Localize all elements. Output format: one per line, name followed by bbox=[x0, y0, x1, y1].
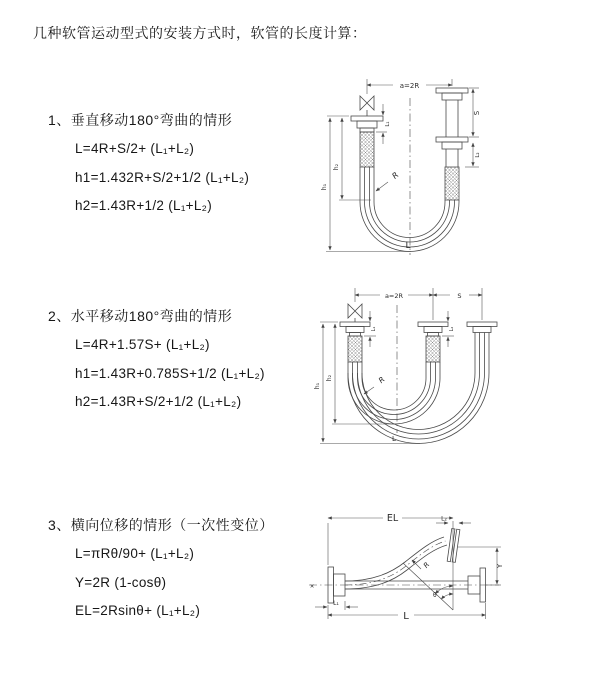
dim-label-a2r: a=2R bbox=[384, 292, 404, 300]
dim-label-r: R bbox=[390, 170, 401, 181]
formula-h1: h1=1.432R+S/2+1/2 (L₁+L₂) bbox=[75, 169, 250, 185]
braided-hose-section bbox=[445, 167, 459, 200]
section-3 bbox=[48, 515, 274, 632]
dimension-lines bbox=[315, 515, 501, 619]
dim-label-l1: L₁ bbox=[371, 326, 377, 332]
formula-l: L=4R+S/2+ (L₁+L₂) bbox=[75, 141, 195, 156]
formula-l: L=πRθ/90+ (L₁+L₂) bbox=[75, 546, 195, 561]
diagram-vertical-180-bend bbox=[313, 72, 528, 257]
valve-icon bbox=[348, 304, 362, 318]
section-1-heading: 1、垂直移动180°弯曲的情形 bbox=[48, 112, 233, 128]
page-title: 几种软管运动型式的安装方式时，软管的长度计算： bbox=[33, 25, 367, 41]
dimension-lines bbox=[326, 79, 479, 252]
braided-hose-section bbox=[360, 132, 374, 167]
dim-label-l: L bbox=[392, 435, 396, 443]
dim-label-h2: h₂ bbox=[326, 374, 333, 382]
dim-label-theta: θ bbox=[433, 592, 437, 599]
hose-u-bend-drawing bbox=[351, 88, 468, 255]
dim-label-h1: h₁ bbox=[321, 183, 328, 191]
dim-label-el: EL bbox=[386, 513, 399, 524]
dim-label-s: S bbox=[473, 110, 481, 116]
datum-mark: ✕ bbox=[309, 584, 315, 590]
dim-label-l: L bbox=[405, 241, 411, 251]
formula-l: L=4R+1.57S+ (L₁+L₂) bbox=[75, 337, 210, 352]
dim-label-y: Y bbox=[496, 563, 504, 569]
dim-label-s: S bbox=[457, 292, 462, 300]
diagram-horizontal-180-bend bbox=[310, 283, 530, 460]
formula-h2: h2=1.43R+1/2 (L₁+L₂) bbox=[75, 198, 213, 213]
dim-label-r: R bbox=[422, 560, 432, 570]
dim-label-l: L bbox=[403, 611, 409, 622]
dim-label-l2: L₂ bbox=[449, 326, 455, 332]
valve-icon bbox=[360, 96, 374, 110]
dim-label-a2r: a=2R bbox=[399, 82, 420, 90]
section-3-heading: 3、横向位移的情形（一次性变位） bbox=[48, 517, 274, 533]
dim-label-l1: L₁ bbox=[385, 121, 391, 127]
dim-label-l2: L₂ bbox=[441, 515, 447, 523]
formula-h2: h2=1.43R+S/2+1/2 (L₁+L₂) bbox=[75, 394, 242, 409]
hose-s-curve-drawing bbox=[309, 529, 499, 610]
dim-label-h2: h₂ bbox=[333, 163, 340, 171]
formula-el: EL=2Rsinθ+ (L₁+L₂) bbox=[75, 603, 201, 618]
section-2 bbox=[48, 306, 265, 423]
dim-label-r: R bbox=[376, 374, 387, 386]
formula-h1: h1=1.43R+0.785S+1/2 (L₁+L₂) bbox=[75, 365, 265, 381]
diagram-lateral-displacement bbox=[303, 503, 598, 638]
hose-u-bend-drawing bbox=[340, 304, 497, 443]
dim-label-l1: L₁ bbox=[333, 600, 339, 607]
section-1 bbox=[48, 110, 249, 227]
section-2-heading: 2、水平移动180°弯曲的情形 bbox=[48, 308, 233, 324]
braided-hose-section bbox=[348, 336, 362, 362]
braided-hose-section bbox=[426, 336, 440, 362]
formula-y: Y=2R (1-cosθ) bbox=[75, 574, 167, 590]
dim-label-h1: h₁ bbox=[314, 382, 321, 390]
dim-label-l2: L₂ bbox=[475, 152, 481, 158]
